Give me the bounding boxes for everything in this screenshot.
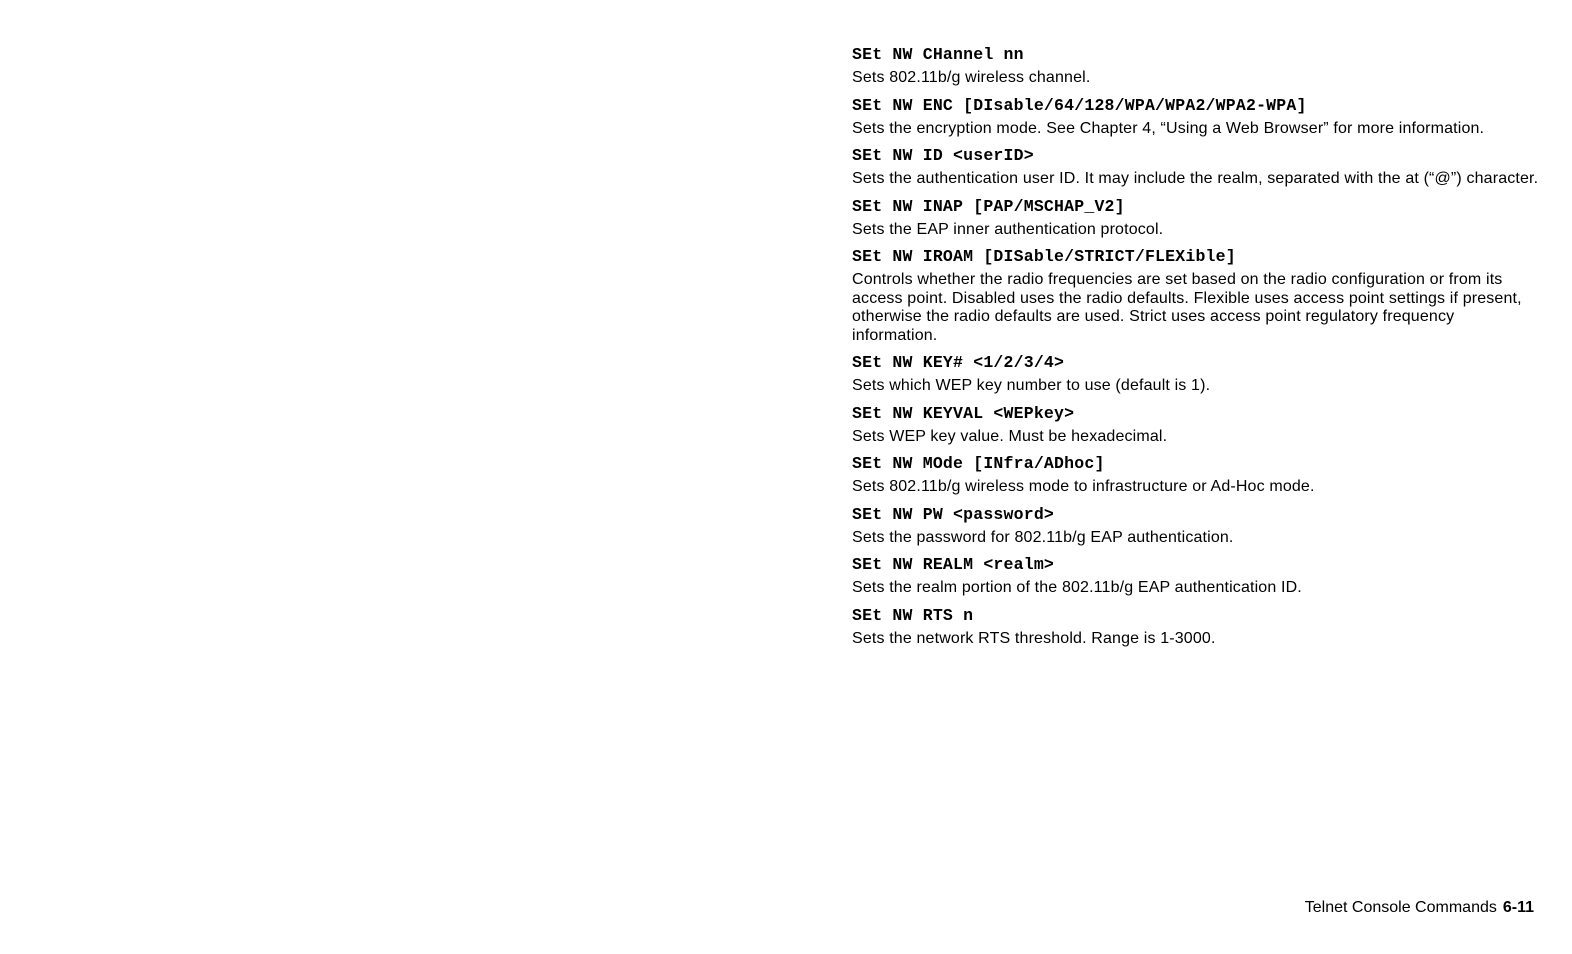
command-entry-key-number [852,352,1542,396]
command-entry-password [852,504,1542,548]
command-entry-keyval [852,403,1542,447]
command-entry-channel [852,44,1542,88]
page-footer [1305,899,1534,917]
command-entry-enc [852,95,1542,139]
command-description: Controls whether the radio frequencies are set based on the radio configuration or from its access point. Disabled uses the radio defaults. Flexible uses access point settings if present, otherwise the radio defaults are used. Strict uses access point regulatory frequency information. [852,271,1522,344]
command-syntax: SEt NW PW <password> [852,504,1055,524]
command-reference-list [852,44,1542,655]
command-syntax: SEt NW ID <userID> [852,146,1034,165]
command-description: Sets 802.11b/g wireless channel. [852,69,1091,86]
command-entry-mode [852,453,1542,497]
command-syntax: SEt NW INAP [PAP/MSCHAP_V2] [852,196,1125,216]
command-syntax: SEt NW ENC [DIsable/64/128/WPA/WPA2/WPA2-WPA] [852,95,1307,115]
command-syntax: SEt NW REALM <realm> [852,555,1055,574]
command-description: Sets the password for 802.11b/g EAP authentication. [852,528,1234,546]
command-description: Sets the authentication user ID. It may include the realm, separated with the at (“@”) character. [852,170,1539,187]
command-description: Sets WEP key value. Must be hexadecimal. [852,427,1168,445]
command-syntax: SEt NW IROAM [DISable/STRICT/FLEXible] [852,247,1236,266]
command-description: Sets 802.11b/g wireless mode to infrastructure or Ad-Hoc mode. [852,478,1315,495]
command-entry-inap [852,196,1542,240]
command-entry-iroam [852,246,1542,345]
command-description: Sets the network RTS threshold. Range is 1-3000. [852,629,1216,647]
command-syntax: SEt NW KEYVAL <WEPkey> [852,403,1075,423]
command-description: Sets the realm portion of the 802.11b/g EAP authentication ID. [852,579,1302,596]
command-syntax: SEt NW KEY# <1/2/3/4> [852,353,1065,372]
command-syntax: SEt NW MOde [INfra/ADhoc] [852,454,1105,473]
command-description: Sets which WEP key number to use (default is 1). [852,377,1211,394]
command-entry-realm [852,554,1542,598]
command-syntax: SEt NW CHannel nn [852,45,1024,64]
command-syntax: SEt NW RTS n [852,605,974,625]
command-description: Sets the EAP inner authentication protocol. [852,220,1164,238]
footer-section-title: Telnet Console Commands [1304,899,1497,916]
page-number: 6-11 [1502,899,1534,916]
command-entry-id [852,145,1542,189]
command-description: Sets the encryption mode. See Chapter 4, “Using a Web Browser” for more information. [852,119,1485,137]
command-entry-rts [852,605,1542,649]
